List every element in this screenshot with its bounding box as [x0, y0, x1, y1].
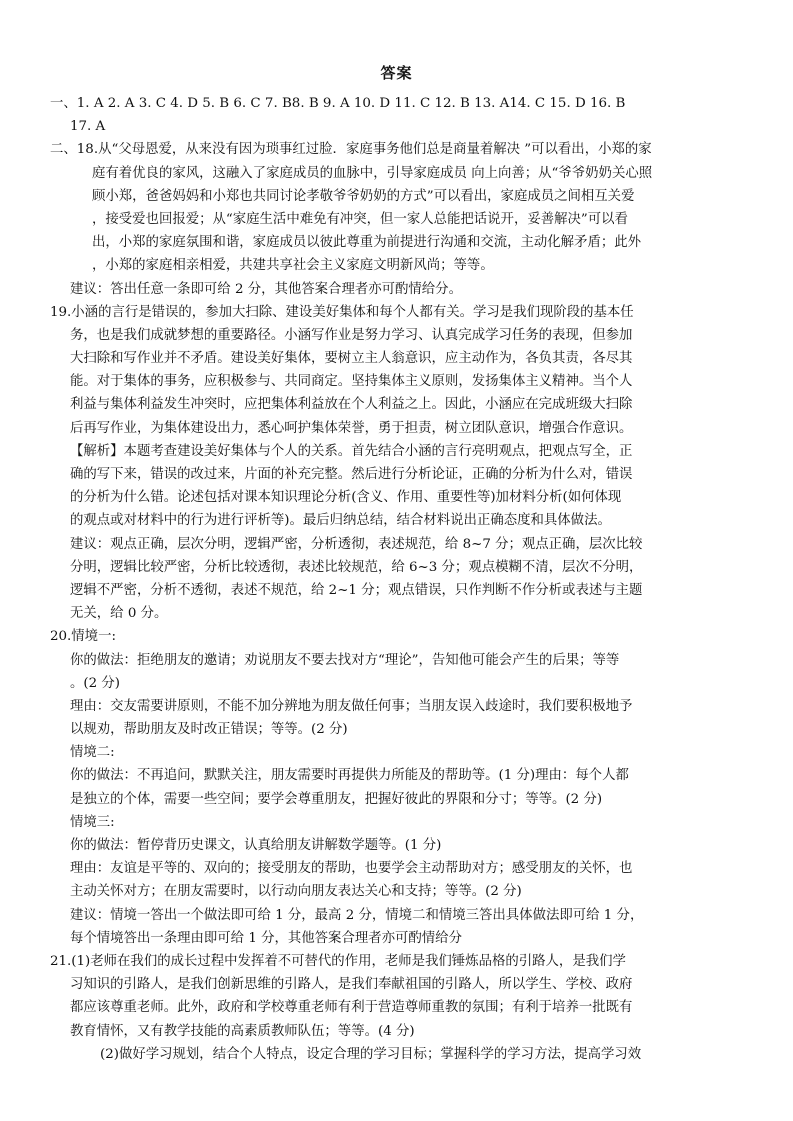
text-line: 你的做法：暂停背历史课文，认真给朋友讲解数学题等。(1 分): [70, 838, 442, 853]
text-line: 后再写作业，为集体建设出力，悉心呵护集体荣誉，勇于担责，树立团队意识，增强合作意识。: [70, 420, 633, 436]
text-line: 庭有着优良的家风，这融入了家庭成员的血脉中，引导家庭成员 向上向善；从“爷爷奶奶关心照: [92, 165, 653, 181]
text-line: 都应该尊重老师。此外，政府和学校尊重老师有利于营造尊师重教的氛围；有利于培养一批既有: [70, 1000, 633, 1016]
text-line: 【解析】本题考查建设美好集体与个人的关系。首先结合小涵的言行亮明观点，把观点写全，正: [70, 443, 633, 459]
text-line: 建议：观点正确，层次分明，逻辑严密，分析透彻，表述规范，给 8~7 分；观点正确，层次比较: [70, 536, 643, 552]
text-line: 大扫除和写作业并不矛盾。建设美好集体，要树立主人翁意识，应主动作为，各负其责，各尽其: [70, 351, 633, 367]
text-line: 无关，给 0 分。: [70, 606, 168, 622]
text-line: 出，小郑的家庭氛围和谐，家庭成员以彼此尊重为前提进行沟通和交流，主动化解矛盾；此外: [92, 235, 642, 251]
text-line: 分明，逻辑比较严密，分析比较透彻，表述比较规范，给 6~3 分；观点模糊不清，层次不分明，: [70, 559, 643, 575]
text-line: 每个情境答出一条理由即可给 1 分，其他答案合理者亦可酌情给分: [70, 930, 462, 946]
text-line: 你的做法：拒绝朋友的邀请；劝说朋友不要去找对方“理论”，告知他可能会产生的后果；等等: [70, 652, 620, 668]
text-line: 确的写下来，错误的改过来，片面的补充完整。然后进行分析论证，正确的分析为什么对，错误: [70, 467, 633, 482]
answer-content: [50, 92, 753, 1066]
text-line: 理由：友谊是平等的、双向的；接受朋友的帮助，也要学会主动帮助对方；感受朋友的关怀，也: [70, 861, 633, 877]
text-line: 以规劝，帮助朋友及时改正错误；等等。(2 分): [70, 722, 348, 738]
text-line: 主动关怀对方；在朋友需要时，以行动向朋友表达关心和支持；等等。(2 分): [70, 884, 522, 900]
text-line: 一、1. A 2. A 3. C 4. D 5. B 6. C 7. B8. B 9. A 10. D 11. C 12. B 13. A14. C 15. D 16. B: [50, 96, 626, 111]
text-line: 教育情怀，又有教学技能的高素质教师队伍；等等。(4 分): [70, 1023, 415, 1039]
text-line: 你的做法：不再追问，默默关注，朋友需要时再提供力所能及的帮助等。(1 分)理由：每个人都: [70, 768, 629, 784]
text-line: ，小郑的家庭相亲相爱，共建共享社会主义家庭文明新风尚；等等。: [92, 258, 494, 274]
text-line: 19.小涵的言行是错误的，参加大扫除、建设美好集体和每个人都有关。学习是我们现阶段的基本任: [50, 304, 634, 320]
text-line: 建议：情境一答出一个做法即可给 1 分，最高 2 分，情境二和情境三答出具体做法即可给 1 分，: [70, 907, 644, 923]
text-line: 能。对于集体的事务，应积极参与、共同商定。坚持集体主义原则，发扬集体主义精神。当个人: [70, 374, 633, 390]
text-line: 顾小郑，爸爸妈妈和小郑也共同讨论孝敬爷爷奶奶的方式”可以看出，家庭成员之间相互关爱: [92, 188, 635, 204]
text-line: ，接受爱也回报爱；从“家庭生活中难免有冲突，但一家人总能把话说开，妥善解决”可以看: [92, 211, 628, 227]
text-line: 情境二:: [70, 745, 115, 761]
text-line: 习知识的引路人，是我们创新思维的引路人，是我们奉献祖国的引路人，所以学生、学校、政府: [70, 977, 633, 993]
text-line: (2)做好学习规划，结合个人特点，设定合理的学习目标；掌握科学的学习方法，提高学习效: [100, 1046, 642, 1062]
text-line: 20.情境一:: [50, 629, 116, 645]
text-line: 理由：交友需要讲原则，不能不加分辨地为朋友做任何事；当朋友误入歧途时，我们要积极地予: [70, 698, 633, 714]
text-line: 17. A: [70, 119, 106, 135]
text-line: 21.(1)老师在我们的成长过程中发挥着不可替代的作用，老师是我们锤炼品格的引路人，是我们学: [50, 953, 626, 969]
text-line: 利益与集体利益发生冲突时，应把集体利益放在个人利益之上。因此，小涵应在完成班级大扫除: [70, 397, 633, 413]
text-line: 是独立的个体，需要一些空间；要学会尊重朋友，把握好彼此的界限和分寸；等等。(2 分): [70, 791, 603, 807]
text-line: 逻辑不严密，分析不透彻，表述不规范，给 2~1 分；观点错误，只作判断不作分析或表述与主题: [70, 582, 643, 598]
text-line: 的分析为什么错。论述包括对课本知识理论分析(含义、作用、重要性等)加材料分析(如何体现: [70, 490, 622, 506]
text-line: 的观点或对材料中的行为进行评析等)。最后归纳总结，结合材料说出正确态度和具体做法。: [70, 513, 611, 529]
text-line: 务，也是我们成就梦想的重要路径。小涵写作业是努力学习、认真完成学习任务的表现，但参加: [70, 327, 633, 343]
text-line: 情境三:: [70, 814, 115, 830]
text-line: 二、18.从“父母恩爱，从来没有因为琐事红过脸．家庭事务他们总是商量着解决 ”可以看出，小郑的家: [50, 142, 652, 158]
text-line: 。(2 分): [70, 675, 121, 691]
page-title: 答案: [380, 64, 413, 82]
text-line: 建议：答出任意一条即可给 2 分，其他答案合理者亦可酌情给分。: [70, 281, 462, 297]
